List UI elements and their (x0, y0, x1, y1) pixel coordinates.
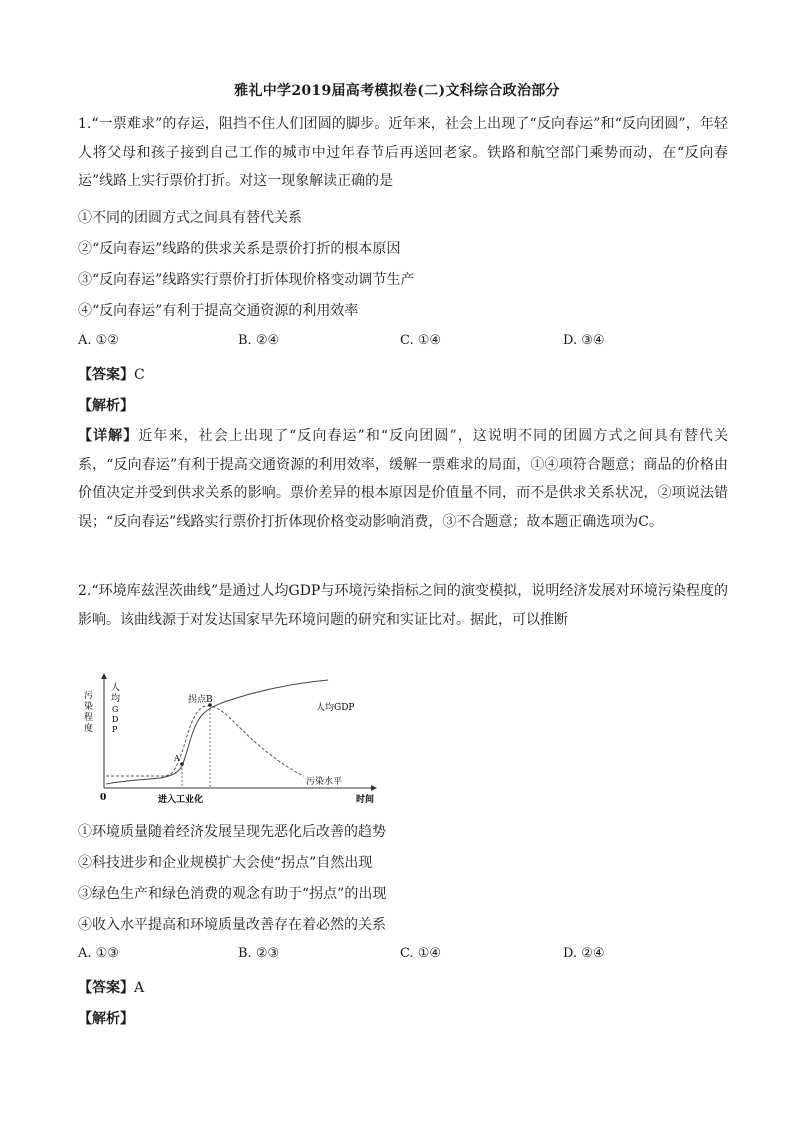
question-1-item-3: ③“反向春运”线路实行票价打折体现价格变动调节生产 (78, 272, 415, 288)
question-2-option-b: B. ②③ (238, 946, 280, 961)
y-label-gdp-4: D (112, 715, 119, 724)
y-label-gdp-2: 均 (111, 694, 121, 704)
pollution-level-curve (106, 706, 304, 776)
question-2-option-d: D. ②④ (563, 946, 605, 961)
question-2-answer (78, 977, 144, 997)
y-label-pollution-1: 污 (84, 691, 94, 701)
per-capita-gdp-curve (106, 680, 328, 784)
y-label-pollution-4: 度 (84, 724, 94, 734)
question-2-option-c: C. ①④ (400, 946, 442, 961)
answer-value: C (134, 367, 145, 383)
gdp-curve-label: 人均GDP (316, 703, 355, 713)
question-2-option-a: A. ①③ (78, 946, 119, 961)
question-1-option-a: A. ①② (78, 333, 119, 348)
y-label-pollution-2: 染 (84, 702, 94, 712)
question-2-item-4: ④收入水平提高和环境质量改善存在着必然的关系 (78, 917, 386, 933)
kuznets-curve-chart (80, 668, 400, 816)
page-title: 雅礼中学2019届高考模拟卷(二)文科综合政治部分 (234, 83, 560, 99)
answer-label: 【答案】 (78, 367, 134, 383)
point-a-label: A (174, 754, 180, 763)
industrialization-label: 进入工业化 (158, 795, 204, 805)
detail-text: 近年来，社会上出现了“反向春运”和“反向团圆”，这说明不同的团圆方式之间具有替代关系，“反向春运”有利于提高交通资源的利用效率，缓解一票难求的局面，①④项符合题意；商品的价格由价值决定并受到供求关系的影响。票价差异的根本原因是价值量不同，而不是供求关系状况，②项说法错误；“反向春运”线路实行票价打折体现价格变动影响消费，③不合题意；故本题正确选项为C。 (78, 428, 728, 530)
x-axis-label: 时间 (356, 795, 375, 805)
y-label-gdp-1: 人 (111, 683, 121, 693)
question-2-item-1: ①环境质量随着经济发展呈现先恶化后改善的趋势 (78, 824, 386, 840)
question-1-item-2: ②“反向春运”线路的供求关系是票价打折的根本原因 (78, 241, 401, 257)
point-a-dot (180, 762, 184, 766)
detail-label: 【详解】 (78, 428, 139, 444)
y-label-gdp-5: P (112, 725, 118, 734)
pollution-curve-label: 污染水平 (306, 777, 343, 787)
question-1-detail (78, 422, 728, 536)
question-2-item-2: ②科技进步和企业规模扩大会使“拐点”自然出现 (78, 855, 373, 871)
turning-point-b-label: 拐点B (188, 695, 213, 705)
answer-label: 【答案】 (78, 980, 134, 996)
answer-value: A (134, 980, 145, 996)
question-1-answer (78, 364, 145, 384)
question-1-item-1: ①不同的团圆方式之间具有替代关系 (78, 210, 302, 226)
origin-label: 0 (100, 793, 107, 803)
question-2-stem: 2.“环境库兹涅茨曲线”是通过人均GDP与环境污染指标之间的演变模拟，说明经济发展对环境污染程度的影响。该曲线源于对发达国家早先环境问题的研究和实证比对。据此，可以推断 (78, 583, 728, 628)
question-1-stem: 1.“一票难求”的存运，阻挡不住人们团圆的脚步。近年来，社会上出现了“反向春运”和“反向团圆”，年轻人将父母和孩子接到自己工作的城市中过年春节后再送回老家。铁路和航空部门乘势而动，在“反向春运”线路上实行票价打折。对这一现象解读正确的是 (78, 116, 728, 190)
question-1-analysis-label: 【解析】 (78, 398, 134, 414)
question-2-item-3: ③绿色生产和绿色消费的观念有助于“拐点”的出现 (78, 886, 387, 902)
question-1-option-c: C. ①④ (400, 333, 442, 348)
question-1-option-d: D. ③④ (563, 333, 605, 348)
question-1-option-b: B. ②④ (238, 333, 280, 348)
question-2-analysis-label: 【解析】 (78, 1011, 134, 1027)
y-label-gdp-3: G (112, 705, 119, 714)
question-1-item-4: ④“反向春运”有利于提高交通资源的利用效率 (78, 303, 359, 319)
y-label-pollution-3: 程 (84, 713, 94, 723)
